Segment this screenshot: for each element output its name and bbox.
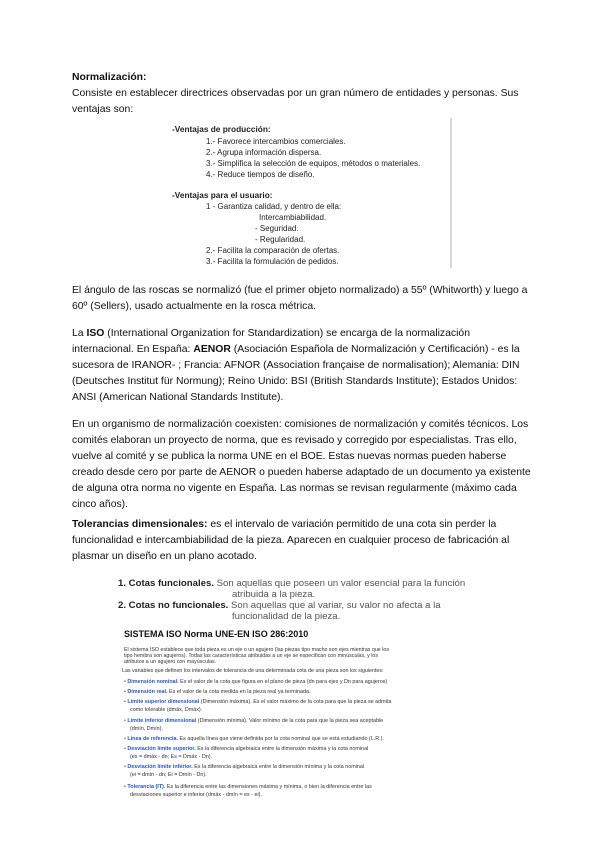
sistema-iso-title: SISTEMA ISO Norma UNE-EN ISO 286:2010 xyxy=(124,629,309,639)
definition-cont: como tolerable (dmáx, Dmáx). xyxy=(130,707,203,713)
paragraph-tolerancias: Tolerancias dimensionales: es el intervalo de variación permitido de una cota sin perder la funcionalidad e intercambiabilidad de la pieza. Aparecen en cualquier proceso de fabricación al plasmar un diseño en un plano acotado. xyxy=(72,519,510,562)
definition-item: • Desviación límite superior. Es la diferencia algebraica entre la dimensión máxima y la cota nominal xyxy=(124,746,369,752)
ventaja-item: - Regularidad. xyxy=(255,235,306,244)
definition-cont: desviaciones superior e inferior (dmáx - dmín = es - ei). xyxy=(130,792,262,798)
ventajas-produccion-heading: -Ventajas de producción: xyxy=(172,124,271,134)
iso-term: ISO xyxy=(86,328,105,339)
ventaja-item: 1 - Garantiza calidad, y dentro de ella: xyxy=(206,202,342,211)
cota-no-funcional-label: 2. Cotas no funcionales. Son aquellas que al variar, su valor no afecta a la xyxy=(118,600,441,611)
paragraph-organismo: En un organismo de normalización coexisten: comisiones de normalización y comités técnicos. Los comités elaboran un proyecto de norma, que es revisado y corregido por especialistas. Tras ello, vuelve al comité y se publica la norma UNE en el BOE. Estas nuevas normas pueden haberse creado desde cero por parte de AENOR o pueden haberse adaptado de un documento ya existente de alguna otra norma no vigente en España. Las normas se revisan regularmente (máximo cada cinco años). xyxy=(72,419,531,510)
heading-normalizacion: Normalización: xyxy=(72,72,147,83)
ventaja-item: 4.- Reduce tiempos de diseño. xyxy=(206,170,315,179)
ventaja-item: 3.- Simplifica la selección de equipos, métodos o materiales. xyxy=(206,159,421,168)
intro-line: atributos a un agujero con mayúsculas. xyxy=(124,659,217,665)
ventaja-item: 1.- Favorece intercambios comerciales. xyxy=(206,137,346,146)
definition-item: • Línea de referencia. Es aquella línea que viene definida por la cota nominal que se está estudiando (L.R.). xyxy=(124,736,384,742)
aenor-term: AENOR xyxy=(193,344,231,355)
definition-cont: (ei = dmín - dn; Ei = Dmín - Dn). xyxy=(130,772,207,778)
definition-cont: (es = dmáx - dn; Es = Dmáx - Dn). xyxy=(130,754,213,760)
ventaja-item: 2.- Facilita la comparación de ofertas. xyxy=(206,246,340,255)
definition-item: • Desviación límite inferior. Es la diferencia algebraica entre la dimensión mínima y la cota nominal xyxy=(124,764,365,770)
definition-item: • Límite superior dimensional (Dimensión máxima). Es el valor máximo de la cota para que la pieza se admita xyxy=(124,699,392,705)
cota-continuation: atribuida a la pieza. xyxy=(232,589,316,600)
tolerancias-term: Tolerancias dimensionales: xyxy=(72,519,208,530)
paragraph-iso: La ISO (International Organization for Standardization) se encarga de la normalización internacional. En España: AENOR (Asociación Española de Normalización y Certificación) - es la sucesora de IRANOR- ; Francia: AFNOR (Association française de normalisation); Alemania: DIN (Deutsches Institut für Normung); Reino Unido: BSI (British Standards Institute); Estados Unidos: ANSI (American National Standards Institute). xyxy=(72,328,520,403)
intro-line: tipo hembra son agujeros). Todas las características atribuidas a un eje se especifican con minúsculas, y los xyxy=(124,653,378,659)
definition-item: • Tolerancia (IT). Es la diferencia entre las dimensiones máxima y mínima, o bien la diferencia entre las xyxy=(124,784,372,790)
definition-item: • Dimensión real. Es el valor de la cota medida en la pieza real ya terminada. xyxy=(124,689,311,695)
ventajas-usuario-heading: -Ventajas para el usuario: xyxy=(172,190,273,200)
cota-funcional-label: 1. Cotas funcionales. Son aquellas que poseen un valor esencial para la función xyxy=(118,578,466,589)
paragraph-intro: Consiste en establecer directrices observadas por un gran número de entidades y personas. Sus ventajas son: xyxy=(72,88,519,115)
definition-item: • Dimensión nominal. Es el valor de la cota que figura en el plano de pieza (dn para ejes y Dn para agujeros) xyxy=(124,679,388,685)
ventaja-item: 3.- Facilita la formulación de pedidos. xyxy=(206,257,339,266)
ventaja-item: Intercambiabilidad. xyxy=(259,213,327,222)
cota-continuation: funcionalidad de la pieza. xyxy=(232,611,341,622)
intro-line: El sistema ISO establece que toda pieza es un eje o un agujero (las piezas tipo macho son ejes mientras que los xyxy=(124,647,389,653)
definition-item: • Límite inferior dimensional (Dimensión mínima). Valor mínimo de la cota para que la pieza sea aceptable xyxy=(124,718,384,724)
cotas-figure xyxy=(110,574,490,824)
ventajas-figure xyxy=(166,118,452,268)
ventaja-item: - Seguridad. xyxy=(255,224,299,233)
ventaja-item: 2.- Agrupa información dispersa. xyxy=(206,148,322,157)
paragraph-roscas: El ángulo de las roscas se normalizó (fue el primer objeto normalizado) a 55º (Whitworth) y luego a 60º (Sellers), usado actualmente en la rosca métrica. xyxy=(72,285,528,312)
figure-edge xyxy=(450,118,452,268)
intro-line: Las variables que definen los intervalos de tolerancia de una determinada cota de una pieza son los siguientes: xyxy=(122,668,384,674)
definition-cont: (dmín, Dmín). xyxy=(130,726,163,732)
